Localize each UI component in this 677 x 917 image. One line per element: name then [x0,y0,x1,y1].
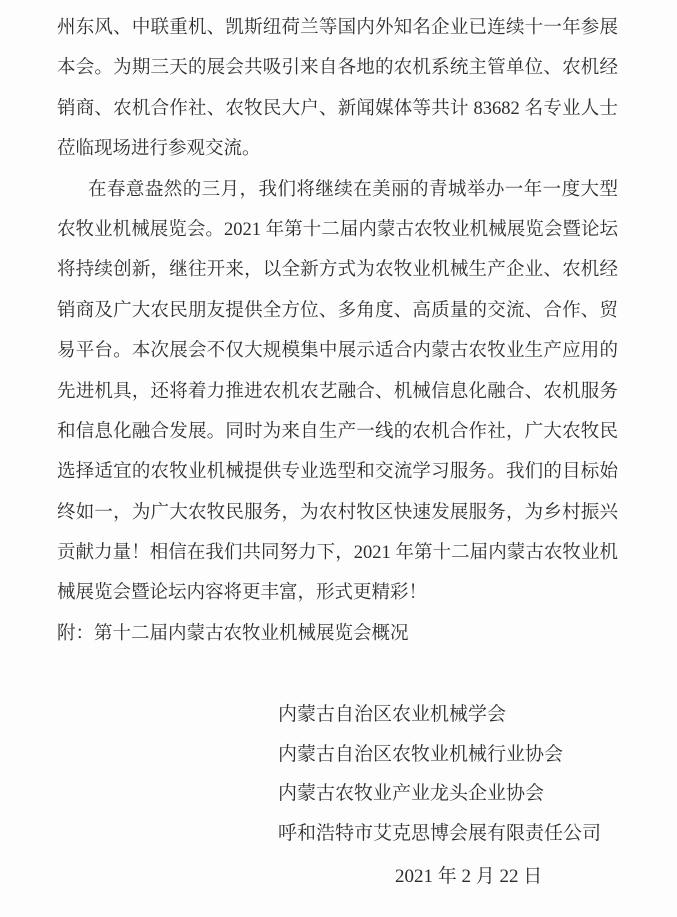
text-line: 本会。为期三天的展会共吸引来自各地的农机系统主管单位、农机经 [57,58,618,79]
blank-line [57,654,618,695]
text-line: 在春意盎然的三月，我们将继续在美丽的青城举办一年一度大型 [88,179,618,200]
text-line: 终如一，为广大农牧民服务，为农村牧区快速发展服务，为乡村振兴 [57,502,618,523]
text-line: 和信息化融合发展。同时为来自生产一线的农机合作社，广大农牧民 [57,421,618,442]
signature-block [57,695,618,853]
text-line: 械展览会暨论坛内容将更丰富，形式更精彩！ [57,583,428,604]
signature-line: 内蒙古农牧业产业龙头企业协会 [278,783,545,805]
text-line: 易平台。本次展会不仅大规模集中展示适合内蒙古农牧业生产应用的 [57,341,618,362]
signature-line: 呼和浩特市艾克思博会展有限责任公司 [278,822,602,844]
text-line: 贡献力量！相信在我们共同努力下，2021 年第十二届内蒙古农牧业机 [57,543,618,564]
text-line: 莅临现场进行参观交流。 [57,139,261,160]
attachment-line: 附：第十二届内蒙古农牧业机械展览会概况 [57,623,409,644]
date-line: 2021 年 2 月 22 日 [395,866,543,888]
signature-line: 内蒙古自治区农牧业机械行业协会 [278,743,564,765]
text-line: 将持续创新，继往开来，以全新方式为农牧业机械生产企业、农机经 [57,260,618,281]
text-line: 先进机具，还将着力推进农机农艺融合、机械信息化融合、农机服务 [57,381,618,402]
text-line: 销商、农机合作社、农牧民大户、新闻媒体等共计 83682 名专业人士 [57,98,618,119]
text-line: 选择适宜的农牧业机械提供专业选型和交流学习服务。我们的目标始 [57,462,618,483]
text-line: 州东风、中联重机、凯斯纽荷兰等国内外知名企业已连续十一年参展 [57,18,618,38]
text-line: 销商及广大农民朋友提供全方位、多角度、高质量的交流、合作、贸 [57,300,618,321]
signature-line: 内蒙古自治区农业机械学会 [278,704,507,726]
text-line: 农牧业机械展览会。2021 年第十二届内蒙古农牧业机械展览会暨论坛 [57,219,618,240]
